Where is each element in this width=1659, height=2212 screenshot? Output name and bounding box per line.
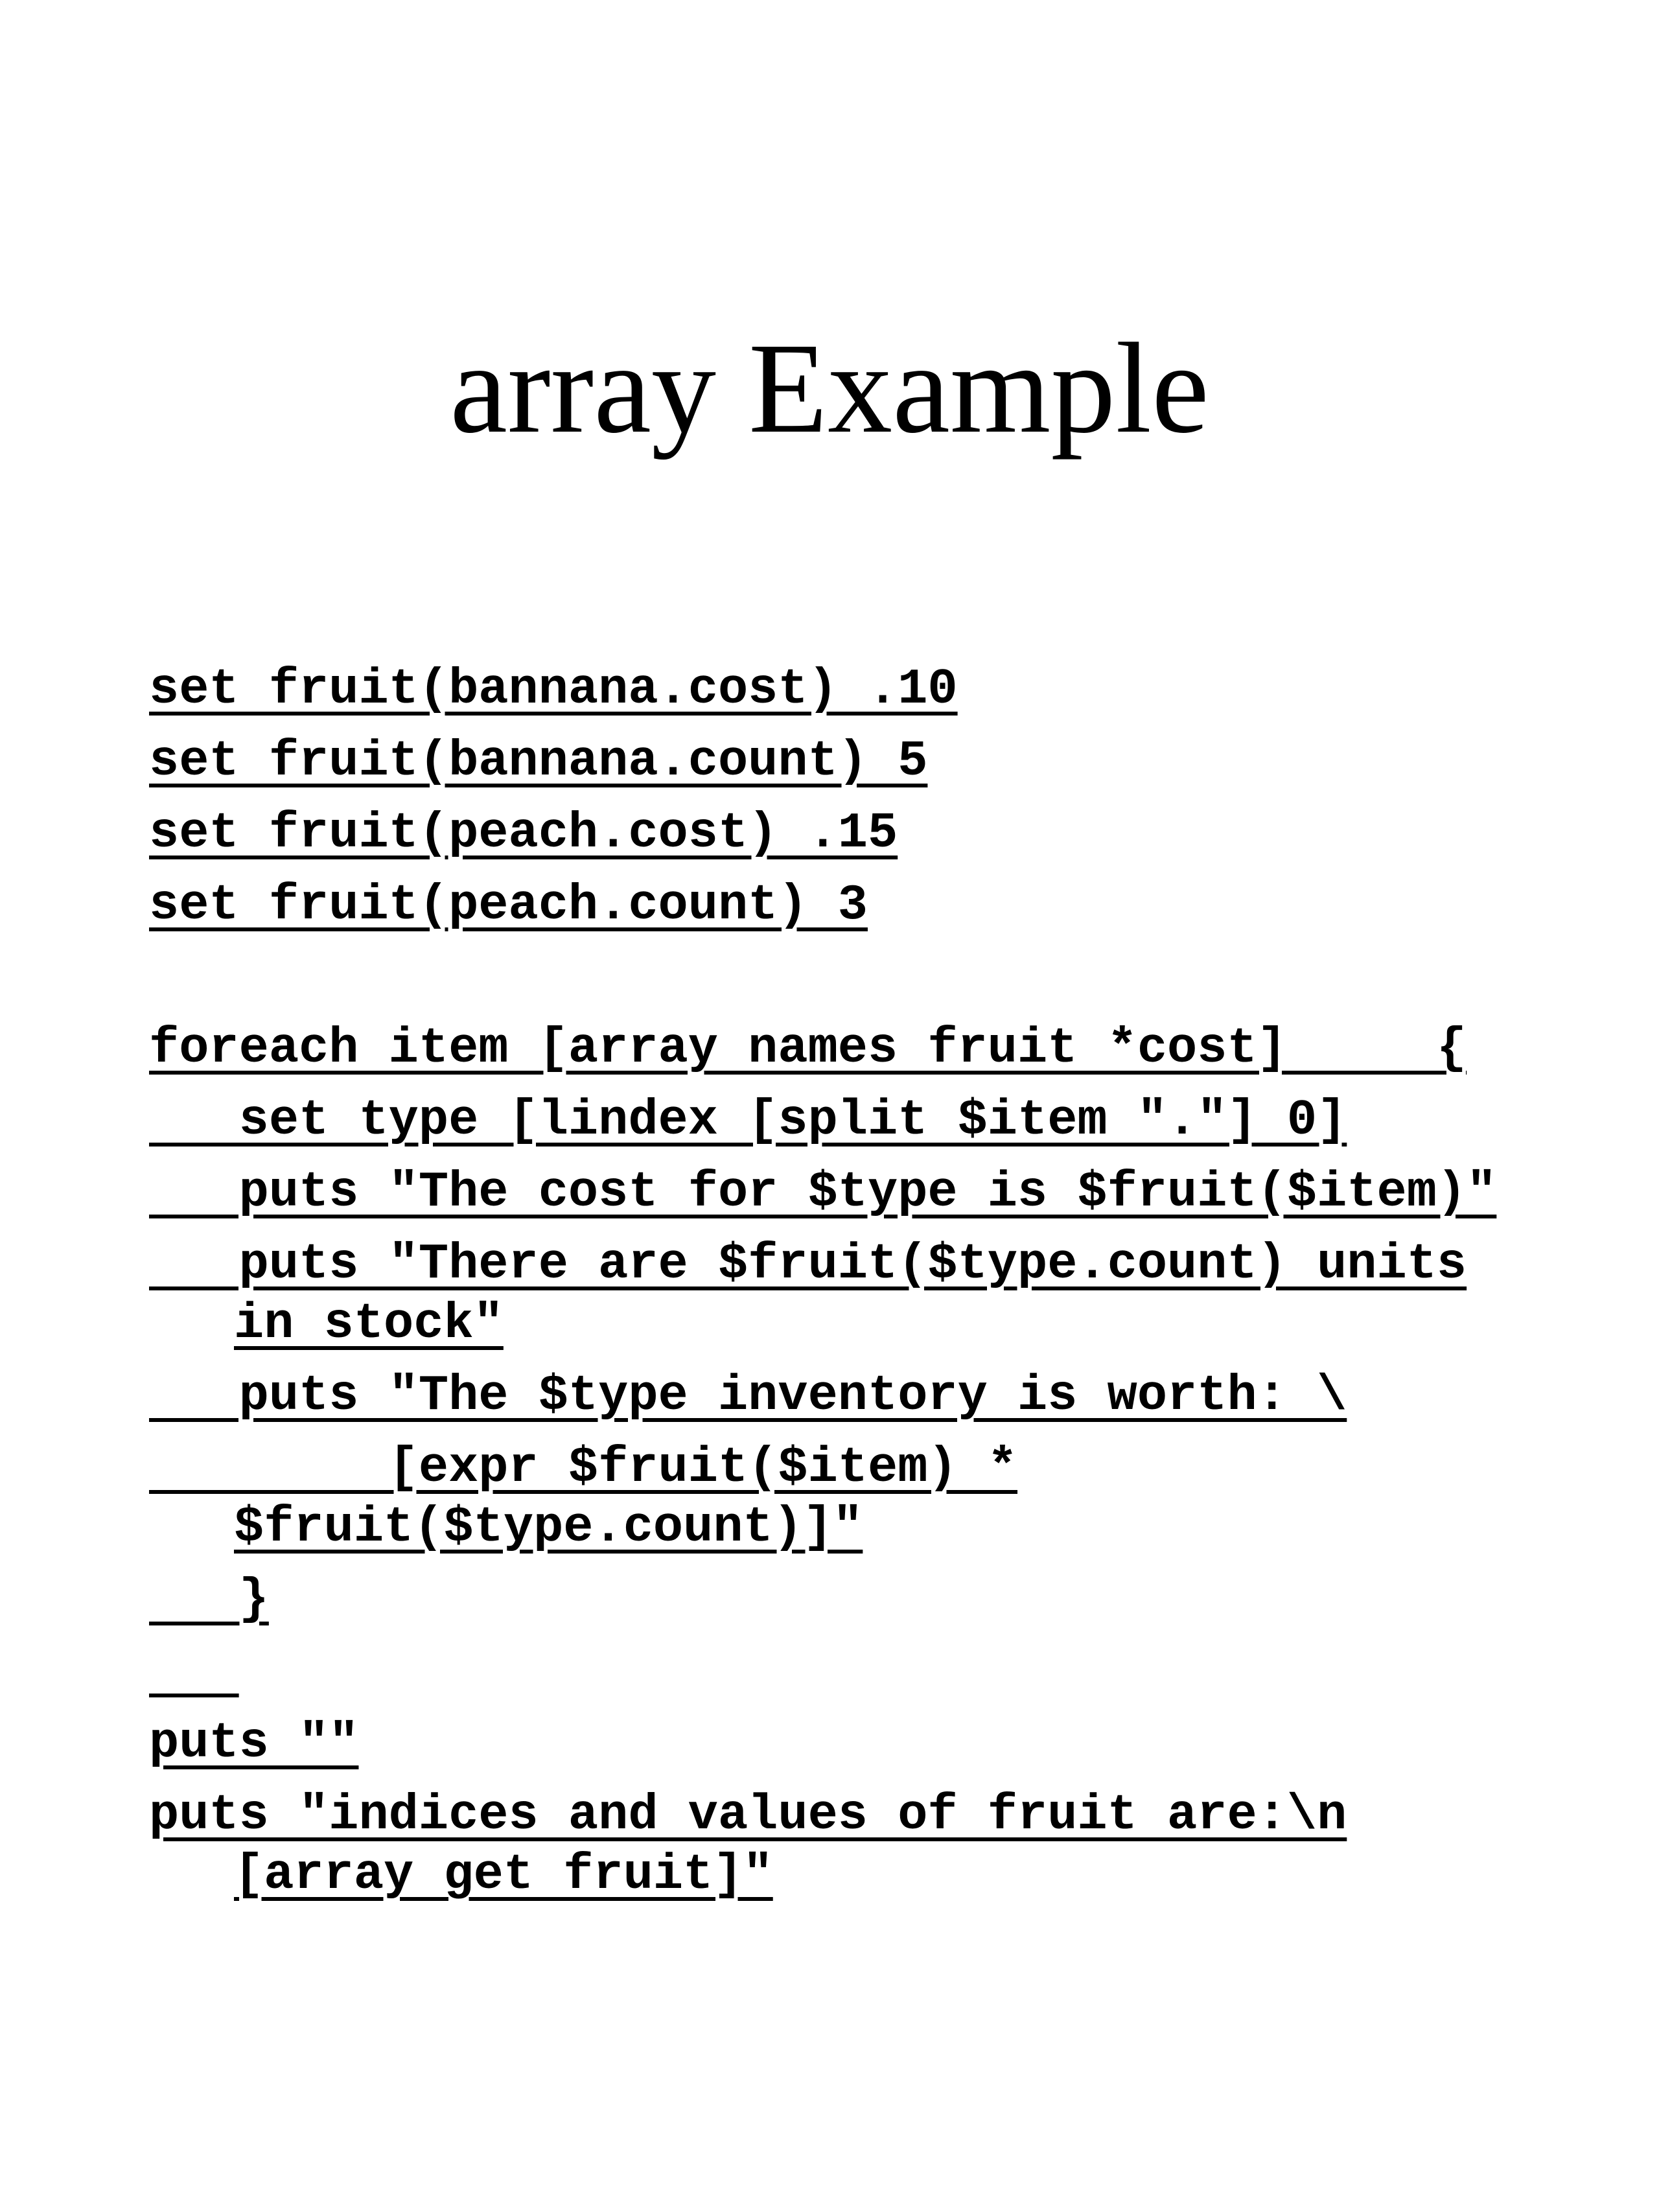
code-line: puts "" [149,1716,359,1772]
code-line: puts "There are $fruit($type.count) units [149,1237,1467,1293]
code-line: [expr $fruit($item) * [149,1440,1018,1496]
code-line: set fruit(peach.cost) .15 [149,806,898,862]
code-line: $fruit($type.count)]" [234,1500,863,1556]
code-line: } [149,1572,269,1628]
code-line: set fruit(peach.count) 3 [149,878,868,934]
code-line [149,1643,239,1701]
code-line: puts "The cost for $type is $fruit($item)" [149,1165,1497,1221]
code-line: set type [lindex [split $item "."] 0] [149,1093,1347,1149]
code-line: foreach item [array names fruit *cost] { [149,1021,1467,1077]
code-line: set fruit(bannana.cost) .10 [149,662,958,718]
code-line: puts "The $type inventory is worth: \ [149,1368,1347,1425]
code-line: [array get fruit]" [234,1847,773,1903]
slide-title: array Example [450,317,1209,460]
code-line: set fruit(bannana.count) 5 [149,734,928,790]
code-line: puts "indices and values of fruit are:\n [149,1787,1347,1844]
code-line: in stock" [234,1296,504,1353]
